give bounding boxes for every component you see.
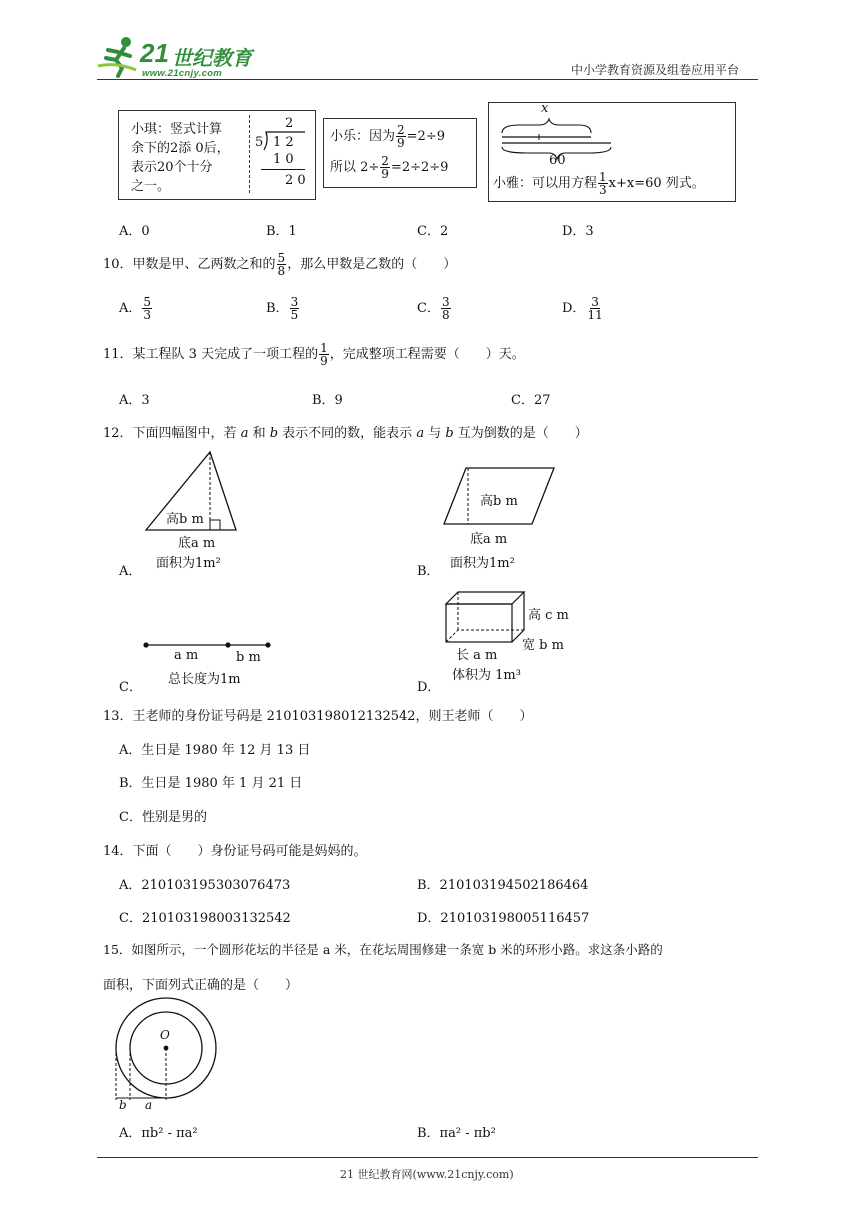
q10-stem: 10．甲数是甲、乙两数之和的 $\frac{5}{8}$ ，那么甲数是乙数的（ ） bbox=[103, 251, 457, 278]
q15-option-a[interactable]: A．πb² - πa² bbox=[119, 1126, 198, 1141]
q15-stem-line2: 面积，下面列式正确的是（ ） bbox=[103, 978, 299, 993]
q9-box-xiaoya bbox=[488, 102, 736, 202]
q9-option-d[interactable]: D．3 bbox=[562, 224, 594, 239]
q14-option-a[interactable]: A．210103195303076473 bbox=[119, 878, 291, 893]
dashed-divider bbox=[249, 115, 250, 193]
q12-stem: 12．下面四幅图中，若 a 和 b 表示不同的数，能表示 a 与 b 互为倒数的是（ ） bbox=[103, 426, 588, 441]
xiaole-line2: 所以 2÷ $\frac{2}{9}$ =2÷2÷9 bbox=[330, 154, 449, 181]
segment-x-label: x bbox=[541, 101, 549, 116]
fig-b-area: 面积为1m² bbox=[450, 556, 515, 571]
footer-text: 21 世纪教育网(www.21cnjy.com) bbox=[340, 1168, 514, 1181]
fig-c-b: b m bbox=[236, 650, 261, 665]
annulus-shape bbox=[112, 996, 222, 1108]
platform-name: 中小学教育资源及组卷应用平台 bbox=[571, 63, 740, 77]
xiaoqi-line2: 余下的2添 0后， bbox=[131, 141, 230, 156]
xiaole-line1: 小乐：因为 $\frac{2}{9}$ =2÷9 bbox=[330, 123, 445, 150]
fraction: $\frac{2}{9}$ bbox=[381, 154, 389, 181]
division-subtract: 1 0 bbox=[273, 152, 294, 167]
footer-divider bbox=[97, 1157, 758, 1158]
xiaoqi-line4: 之一。 bbox=[131, 179, 171, 194]
fraction: $\frac{1}{3}$ bbox=[599, 170, 607, 197]
q9-option-b[interactable]: B．1 bbox=[266, 224, 297, 239]
logo-url: www.21cnjy.com bbox=[142, 68, 223, 79]
q9-option-c[interactable]: C．2 bbox=[417, 224, 449, 239]
q14-option-c[interactable]: C．210103198003132542 bbox=[119, 911, 291, 926]
q14-option-b[interactable]: B．210103194502186464 bbox=[417, 878, 589, 893]
q13-stem: 13．王老师的身份证号码是 210103198012132542，则王老师（ ） bbox=[103, 709, 533, 724]
label-a: a bbox=[145, 1098, 153, 1112]
q15-stem-line1: 15．如图所示，一个圆形花坛的半径是 a 米，在花坛周围修建一条宽 b 米的环形小路。求这条小路的 bbox=[103, 942, 663, 957]
q10-option-d[interactable]: D． $\frac{3}{11}$ bbox=[562, 295, 603, 322]
xiaoqi-line3: 表示20个十分 bbox=[131, 160, 213, 175]
q9-box-xiaoqi bbox=[118, 110, 316, 200]
q11-option-b[interactable]: B．9 bbox=[312, 393, 343, 408]
figure-a-triangle bbox=[140, 448, 250, 574]
fig-b-base: 底a m bbox=[470, 532, 508, 547]
fig-c-total: 总长度为1m bbox=[168, 672, 241, 687]
fraction: $\frac{5}{8}$ bbox=[277, 251, 286, 278]
fig-a-height: 高b m bbox=[166, 512, 204, 527]
q12-option-b[interactable]: B． bbox=[417, 564, 440, 579]
center-label: O bbox=[160, 1028, 170, 1042]
q15-option-b[interactable]: B．πa² - πb² bbox=[417, 1126, 496, 1141]
figure-d-cuboid bbox=[442, 588, 582, 688]
division-divisor: 5 bbox=[255, 135, 264, 150]
logo bbox=[96, 34, 266, 84]
q11-stem: 11．某工程队 3 天完成了一项工程的 $\frac{1}{9}$ ，完成整项工程需要（ ）天。 bbox=[103, 341, 525, 368]
division-quotient: 2 bbox=[285, 116, 294, 131]
fig-d-length: 长 a m bbox=[456, 648, 498, 663]
fraction: $\frac{2}{9}$ bbox=[397, 123, 405, 150]
division-line bbox=[261, 169, 305, 170]
q13-option-a[interactable]: A．生日是 1980 年 12 月 13 日 bbox=[119, 743, 311, 758]
fig-c-a: a m bbox=[174, 648, 199, 663]
logo-text: 世纪教育 bbox=[172, 46, 252, 70]
q9-box-xiaole bbox=[323, 118, 477, 188]
q14-option-d[interactable]: D．210103198005116457 bbox=[417, 911, 590, 926]
xiaoya-text: 小雅：可以用方程 $\frac{1}{3}$ x+x=60 列式。 bbox=[493, 170, 705, 197]
q12-option-c[interactable]: C． bbox=[119, 680, 142, 695]
header-divider bbox=[97, 79, 758, 80]
division-remainder: 2 0 bbox=[285, 173, 306, 188]
segment-total-label: 60 bbox=[549, 153, 566, 168]
q11-option-a[interactable]: A．3 bbox=[119, 393, 150, 408]
logo-number: 21 bbox=[140, 38, 169, 68]
fig-a-base: 底a m bbox=[178, 536, 216, 551]
q10-option-a[interactable]: A． $\frac{5}{3}$ bbox=[119, 295, 152, 322]
fig-d-height: 高 c m bbox=[528, 608, 569, 623]
figure-b-parallelogram bbox=[442, 464, 562, 574]
fraction: $\frac{1}{9}$ bbox=[320, 341, 328, 368]
runner-icon bbox=[96, 36, 140, 78]
q12-option-d[interactable]: D． bbox=[417, 680, 441, 695]
fig-b-height: 高b m bbox=[480, 494, 518, 509]
q11-option-c[interactable]: C．27 bbox=[511, 393, 551, 408]
fig-a-area: 面积为1m² bbox=[156, 556, 221, 571]
q14-stem: 14．下面（ ）身份证号码可能是妈妈的。 bbox=[103, 844, 367, 859]
q10-option-c[interactable]: C． $\frac{3}{8}$ bbox=[417, 295, 450, 322]
q13-option-b[interactable]: B．生日是 1980 年 1 月 21 日 bbox=[119, 776, 303, 791]
label-b: b bbox=[119, 1098, 127, 1112]
q10-option-b[interactable]: B． $\frac{3}{5}$ bbox=[266, 295, 299, 322]
q9-option-a[interactable]: A．0 bbox=[119, 224, 150, 239]
division-dividend: 1 2 bbox=[273, 135, 294, 150]
figure-c-segments bbox=[140, 638, 280, 688]
q12-option-a[interactable]: A． bbox=[119, 564, 142, 579]
fig-d-width: 宽 b m bbox=[522, 638, 564, 653]
q13-option-c[interactable]: C．性别是男的 bbox=[119, 810, 207, 825]
fig-d-volume: 体积为 1m³ bbox=[452, 668, 521, 683]
figure-annulus bbox=[112, 996, 222, 1114]
xiaoqi-line1: 小琪：竖式计算 bbox=[131, 122, 223, 137]
